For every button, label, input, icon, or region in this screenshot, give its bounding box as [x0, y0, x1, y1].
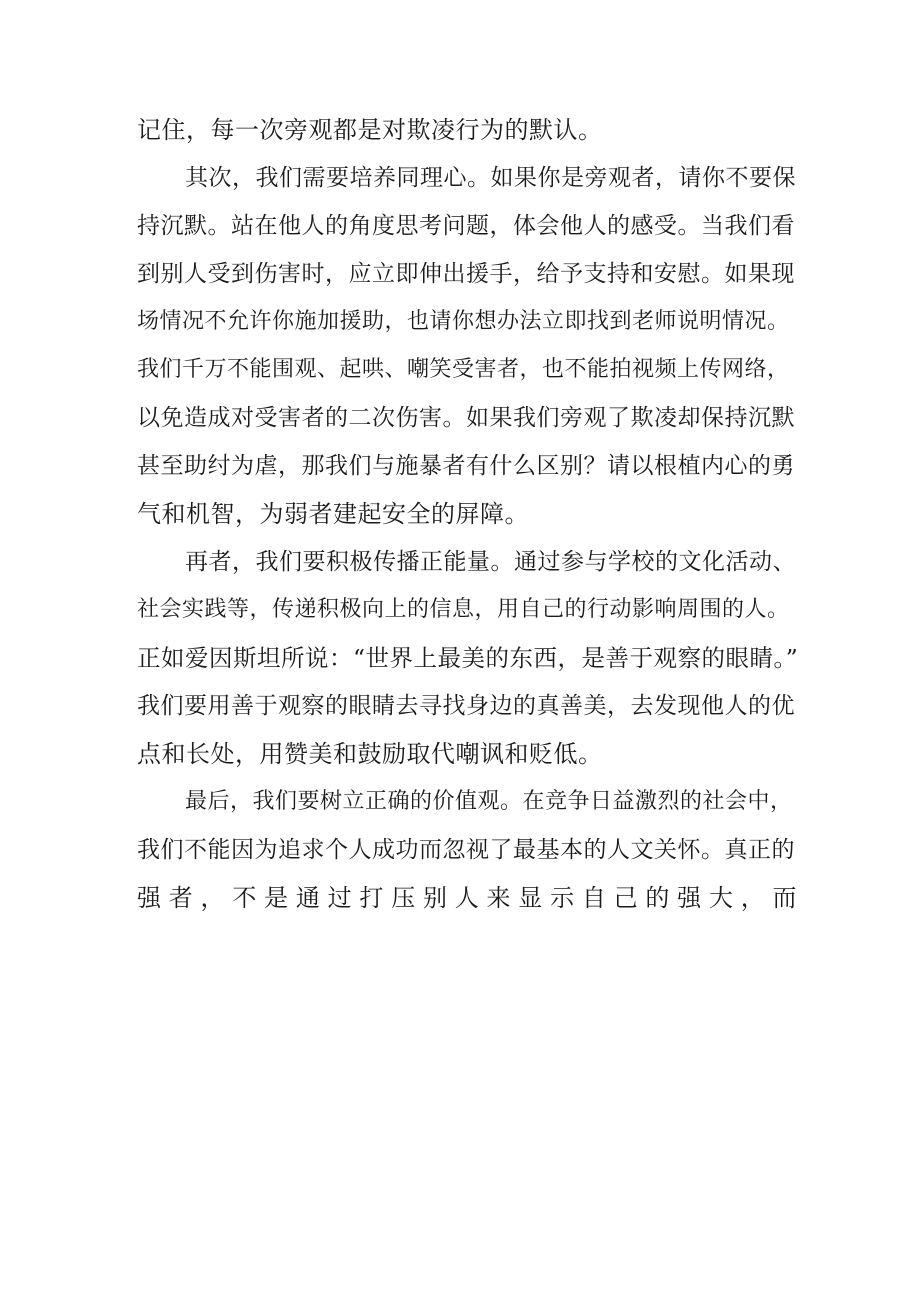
paragraph-4-line-2: 我们不能因为追求个人成功而忽视了最基本的人文关怀。真正的: [137, 837, 795, 863]
paragraph-3-line-3: 正如爱因斯坦所说：“世界上最美的东西，是善于观察的眼睛。”: [137, 644, 799, 672]
paragraph-3-line-4: 我们要用善于观察的眼睛去寻找身边的真善美，去发现他人的优: [137, 693, 795, 719]
paragraph-2-line-8: 气和机智，为弱者建起安全的屏障。: [137, 500, 529, 528]
paragraph-2-line-5: 我们千万不能围观、起哄、嘲笑受害者，也不能拍视频上传网络，: [137, 357, 790, 382]
paragraph-3-line-1: 再者，我们要积极传播正能量。通过参与学校的文化活动、: [185, 549, 796, 575]
paragraph-4-line-1: 最后，我们要树立正确的价值观。在竞争日益激烈的社会中，: [185, 789, 793, 814]
paragraph-2-line-1: 其次，我们需要培养同理心。如果你是旁观者，请你不要保: [185, 165, 796, 191]
paragraph-3-line-2: 社会实践等，传递积极向上的信息，用自己的行动影响周围的人。: [137, 597, 790, 622]
paragraph-4-line-3: 强者，不是通过打压别人来显示自己的强大，而: [137, 884, 797, 912]
text-line-1: 记住，每一次旁观都是对欺凌行为的默认。: [137, 116, 603, 144]
paragraph-2-line-4: 场情况不允许你施加援助，也请你想办法立即找到老师说明情况。: [137, 309, 790, 334]
paragraph-2-line-3: 到别人受到伤害时，应立即伸出援手，给予支持和安慰。如果现: [137, 261, 795, 287]
paragraph-2-line-2: 持沉默。站在他人的角度思考问题，体会他人的感受。当我们看: [137, 213, 795, 239]
paragraph-2-line-6: 以免造成对受害者的二次伤害。如果我们旁观了欺凌却保持沉默: [137, 405, 795, 431]
paragraph-2-line-7: 甚至助纣为虐，那我们与施暴者有什么区别？请以根植内心的勇: [137, 453, 795, 479]
paragraph-3-line-5: 点和长处，用赞美和鼓励取代嘲讽和贬低。: [137, 740, 603, 768]
